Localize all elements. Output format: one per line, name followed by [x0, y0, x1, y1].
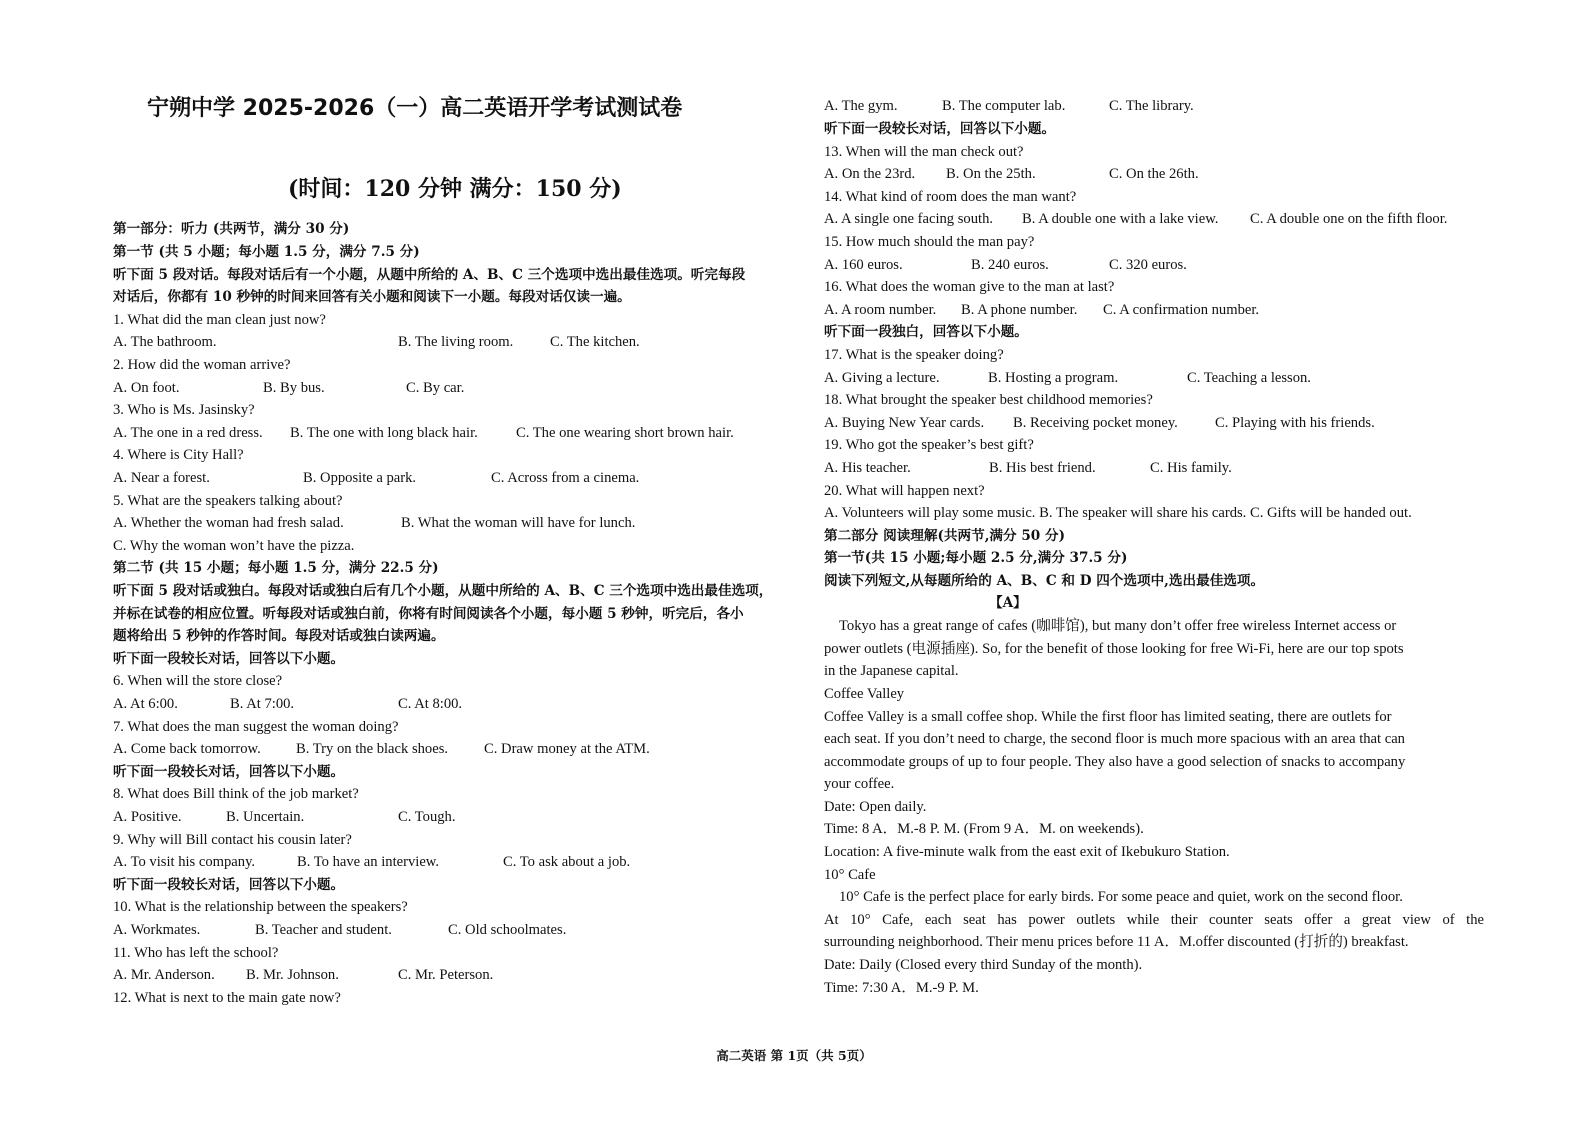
- question-2: 2. How did the woman arrive?: [113, 357, 291, 373]
- question-19: 19. Who got the speaker’s best gift?: [824, 437, 1034, 453]
- cafe-description: 10° Cafe is the perfect place for early birds. For some peace and quiet, work on the second floor.: [839, 889, 1403, 905]
- option-c: C. Draw money at the ATM.: [484, 741, 650, 757]
- passage-paragraph: in the Japanese capital.: [824, 663, 959, 679]
- option-a: A. The one in a red dress.: [113, 425, 263, 441]
- page-footer: 高二英语 第 1页（共 5页）: [716, 1048, 872, 1063]
- cafe-name: Coffee Valley: [824, 686, 905, 702]
- option-a: A. Buying New Year cards.: [824, 415, 985, 431]
- section2-heading: 第二节 (共 15 小题；每小题 1.5 分，满分 22.5 分): [113, 560, 439, 576]
- option-a: A. Mr. Anderson.: [113, 967, 215, 983]
- option-b: B. The living room.: [398, 334, 514, 350]
- part1-heading: 第一部分：听力 (共两节，满分 30 分): [113, 221, 350, 237]
- question-14: 14. What kind of room does the man want?: [824, 189, 1077, 205]
- option-b: B. Try on the black shoes.: [296, 741, 449, 757]
- option-b: B. Uncertain.: [226, 809, 305, 825]
- option-a: A. Workmates.: [113, 922, 201, 938]
- listening-group-heading: 听下面一段较长对话，回答以下小题。: [824, 121, 1056, 137]
- option-c: C. Why the woman won’t have the pizza.: [113, 538, 355, 554]
- cafe-time: Time: 7:30 A．M.-9 P. M.: [824, 980, 979, 996]
- listening-group-heading: 听下面一段独白，回答以下小题。: [824, 324, 1028, 340]
- section1-instruction: 对话后，你都有 10 秒钟的时间来回答有关小题和阅读下一小题。每段对话仅读一遍。: [113, 289, 631, 305]
- question-11: 11. Who has left the school?: [113, 945, 279, 961]
- option-a: A. Whether the woman had fresh salad.: [113, 515, 344, 531]
- question-4: 4. Where is City Hall?: [113, 447, 244, 463]
- question-12: 12. What is next to the main gate now?: [113, 990, 341, 1006]
- option-c: C. To ask about a job.: [503, 854, 631, 870]
- option-b: B. What the woman will have for lunch.: [401, 515, 636, 531]
- passage-label: 【A】: [989, 595, 1027, 611]
- option-a: A. Near a forest.: [113, 470, 210, 486]
- option-c: C. His family.: [1150, 460, 1232, 476]
- option-c: C. Old schoolmates.: [448, 922, 567, 938]
- cafe-description: Coffee Valley is a small coffee shop. While the first floor has limited seating, there are outlets for: [824, 709, 1392, 725]
- section2-instruction: 题将给出 5 秒钟的作答时间。每段对话或独白读两遍。: [113, 628, 445, 644]
- question-15: 15. How much should the man pay?: [824, 234, 1035, 250]
- option-c: C. On the 26th.: [1109, 166, 1199, 182]
- cafe-description: At 10° Cafe, each seat has power outlets while their counter seats offer a great view of the: [824, 912, 1484, 928]
- question-5: 5. What are the speakers talking about?: [113, 493, 343, 509]
- option-b: B. The one with long black hair.: [290, 425, 478, 441]
- option-c: C. By car.: [406, 380, 465, 396]
- question-16: 16. What does the woman give to the man at last?: [824, 279, 1115, 295]
- option-b: B. A phone number.: [961, 302, 1078, 318]
- option-a: A. Giving a lecture.: [824, 370, 940, 386]
- question-13: 13. When will the man check out?: [824, 144, 1024, 160]
- cafe-description: accommodate groups of up to four people. They also have a good selection of snacks to accompany: [824, 754, 1406, 770]
- exam-subtitle: (时间：120 分钟 满分：150 分): [288, 176, 622, 202]
- option-c: C. The library.: [1109, 98, 1194, 114]
- option-a: A. At 6:00.: [113, 696, 178, 712]
- part2-section1-heading: 第一节(共 15 小题;每小题 2.5 分,满分 37.5 分): [824, 550, 1128, 566]
- option-b: B. A double one with a lake view.: [1022, 211, 1219, 227]
- option-c: C. The kitchen.: [550, 334, 640, 350]
- option-c: C. 320 euros.: [1109, 257, 1187, 273]
- option-b: B. 240 euros.: [971, 257, 1049, 273]
- option-b: B. Receiving pocket money.: [1013, 415, 1178, 431]
- option-b: B. On the 25th.: [946, 166, 1036, 182]
- cafe-description: surrounding neighborhood. Their menu prices before 11 A．M.offer discounted (打折的) breakfast.: [824, 934, 1409, 950]
- question-20: 20. What will happen next?: [824, 483, 985, 499]
- exam-title: 宁朔中学 2025-2026（一）高二英语开学考试测试卷: [147, 96, 683, 121]
- option-b: B. The computer lab.: [942, 98, 1066, 114]
- option-a: A. His teacher.: [824, 460, 911, 476]
- option-a: A. Come back tomorrow.: [113, 741, 261, 757]
- option-a: A. To visit his company.: [113, 854, 256, 870]
- option-b: B. Teacher and student.: [255, 922, 392, 938]
- option-c: C. Playing with his friends.: [1215, 415, 1375, 431]
- option-b: B. Hosting a program.: [988, 370, 1119, 386]
- section2-instruction: 并标在试卷的相应位置。听每段对话或独白前，你将有时间阅读各个小题，每小题 5 秒钟，听完后，各小: [113, 606, 744, 622]
- listening-group-heading: 听下面一段较长对话，回答以下小题。: [113, 877, 345, 893]
- question-1: 1. What did the man clean just now?: [113, 312, 326, 328]
- listening-group-heading: 听下面一段较长对话，回答以下小题。: [113, 764, 345, 780]
- option-a: A. On foot.: [113, 380, 180, 396]
- question-9: 9. Why will Bill contact his cousin later?: [113, 832, 352, 848]
- cafe-description: your coffee.: [824, 776, 895, 792]
- section1-instruction: 听下面 5 段对话。每段对话后有一个小题，从题中所给的 A、B、C 三个选项中选出最佳选项。听完每段: [113, 267, 746, 283]
- option-b: B. Opposite a park.: [303, 470, 417, 486]
- passage-paragraph: power outlets (电源插座). So, for the benefit of those looking for free Wi-Fi, here are our top spots: [824, 641, 1404, 657]
- cafe-date: Date: Daily (Closed every third Sunday of the month).: [824, 957, 1143, 973]
- cafe-date: Date: Open daily.: [824, 799, 927, 815]
- option-b: B. His best friend.: [989, 460, 1096, 476]
- option-a: A. On the 23rd.: [824, 166, 916, 182]
- option-c: C. The one wearing short brown hair.: [516, 425, 734, 441]
- cafe-time: Time: 8 A．M.-8 P. M. (From 9 A．M. on weekends).: [824, 821, 1144, 837]
- question-10: 10. What is the relationship between the speakers?: [113, 899, 408, 915]
- option-c: C. A confirmation number.: [1103, 302, 1260, 318]
- option-c: C. At 8:00.: [398, 696, 463, 712]
- cafe-description: each seat. If you don’t need to charge, the second floor is much more spacious with an area that can: [824, 731, 1405, 747]
- option-c: C. A double one on the fifth floor.: [1250, 211, 1448, 227]
- option-b: B. To have an interview.: [297, 854, 440, 870]
- option-a: A. The bathroom.: [113, 334, 217, 350]
- passage-paragraph: Tokyo has a great range of cafes (咖啡馆), but many don’t offer free wireless Internet access or: [839, 618, 1397, 634]
- option-a: A. The gym.: [824, 98, 898, 114]
- question-7: 7. What does the man suggest the woman doing?: [113, 719, 399, 735]
- question-17: 17. What is the speaker doing?: [824, 347, 1004, 363]
- option-b: B. Mr. Johnson.: [246, 967, 339, 983]
- option-b: B. At 7:00.: [230, 696, 295, 712]
- option-c: C. Teaching a lesson.: [1187, 370, 1311, 386]
- question-18: 18. What brought the speaker best childhood memories?: [824, 392, 1153, 408]
- part2-instruction: 阅读下列短文,从每题所给的 A、B、C 和 D 四个选项中,选出最佳选项。: [824, 573, 1265, 589]
- section2-instruction: 听下面 5 段对话或独白。每段对话或独白后有几个小题，从题中所给的 A、B、C 三个选项中选出最佳选项，: [113, 583, 773, 599]
- part2-heading: 第二部分 阅读理解(共两节,满分 50 分): [824, 528, 1066, 544]
- option-b: B. By bus.: [263, 380, 325, 396]
- option-a: A. A single one facing south.: [824, 211, 994, 227]
- option-c: C. Across from a cinema.: [491, 470, 640, 486]
- option-c: C. Mr. Peterson.: [398, 967, 494, 983]
- cafe-name: 10° Cafe: [824, 867, 876, 883]
- option-a: A. 160 euros.: [824, 257, 903, 273]
- cafe-location: Location: A five-minute walk from the east exit of Ikebukuro Station.: [824, 844, 1230, 860]
- option-c: C. Tough.: [398, 809, 456, 825]
- option-a: A. Positive.: [113, 809, 182, 825]
- options-20: A. Volunteers will play some music. B. The speaker will share his cards. C. Gifts will be handed out.: [824, 505, 1412, 521]
- question-6: 6. When will the store close?: [113, 673, 283, 689]
- listening-group-heading: 听下面一段较长对话，回答以下小题。: [113, 651, 345, 667]
- question-8: 8. What does Bill think of the job market?: [113, 786, 359, 802]
- option-a: A. A room number.: [824, 302, 937, 318]
- question-3: 3. Who is Ms. Jasinsky?: [113, 402, 255, 418]
- section1-heading: 第一节 (共 5 小题；每小题 1.5 分，满分 7.5 分): [113, 244, 420, 260]
